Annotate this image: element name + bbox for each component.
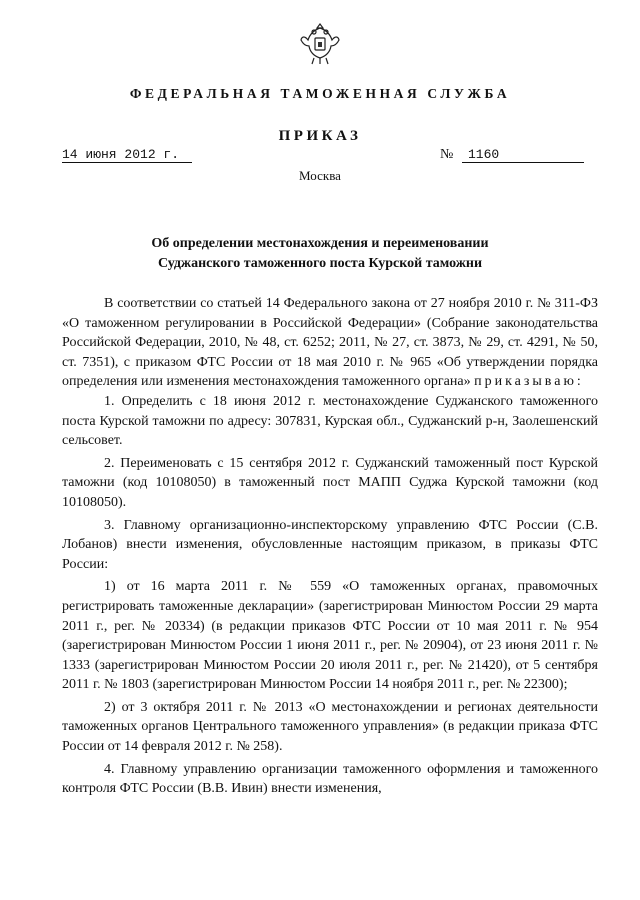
order-date: 14 июня 2012 г. [62,148,192,163]
heading-line-2: Суджанского таможенного поста Курской таможни [157,256,483,271]
order-number: 1160 [462,148,584,163]
coat-of-arms-emblem [300,18,340,66]
paragraph-3-2: 2) от 3 октября 2011 г. № 2013 «О местонахождении и регионах деятельности таможенных органов Центрального таможенного управления» (в редакции приказа ФТС России от 14 февраля 2012 г. № 258). [62,699,598,755]
order-body [62,294,598,799]
paragraph-2: 2. Переименовать с 15 сентября 2012 г. Суджанский таможенный пост Курской таможни (код 10108050) в таможенный пост МАПП Суджа Курской таможни (код 10108050). [62,455,598,510]
preamble-paragraph [62,294,598,392]
agency-name: ФЕДЕРАЛЬНАЯ ТАМОЖЕННАЯ СЛУЖБА [129,86,511,101]
paragraph-3-1: 1) от 16 марта 2011 г. № 559 «О таможенных органах, правомочных регистрировать таможенные декларации» (зарегистрирован Минюстом России 29 марта 2011 г., рег. № 20334) (в редакции приказов ФТС России от 10 мая 2011 г. № 954 (зарегистрирован Минюстом России 1 июня 2011 г., рег. № 20904), от 23 июня 2011 г. № 1333 (зарегистрирован Минюстом России 20 июля 2011 г., рег. № 21420), от 5 сентября 2011 г. № 1803 (зарегистрирован Минюстом России 14 ноября 2011 г., рег. № 22300); [62,579,598,693]
preamble-text: В соответствии со статьей 14 Федерального закона от 27 ноября 2010 г. № 311-ФЗ «О таможенном регулировании в Российской Федерации» (Собрание законодательства Российской Федерации, 2010, № 48, ст. 6252; 2011, № 27, ст. 3873, № 29, ст. 4291, № 50, ст. 7351), с приказом ФТС России от 18 мая 2010 г. № 965 «Об утверждении порядка определения или изменения местонахождения таможенного органа» [62,296,598,390]
order-word: приказываю: [474,374,584,390]
order-heading [90,234,550,274]
paragraph-3: 3. Главному организационно-инспекторскому управлению ФТС России (С.В. Лобанов) внести изменения, обусловленные настоящим приказом, в приказы ФТС России: [62,517,598,572]
paragraph-4: 4. Главному управлению организации таможенного оформления и таможенного контроля ФТС России (В.В. Ивин) внести изменения, [62,761,598,797]
document-type-title: ПРИКАЗ [278,128,362,144]
city: Москва [299,168,341,183]
paragraph-1: 1. Определить с 18 июня 2012 г. местонахождение Суджанского таможенного поста Курской таможни по адресу: 307831, Курская обл., Суджанский р-н, Заолешенский сельсовет. [62,393,598,449]
number-sign: № [440,147,454,162]
heading-line-1: Об определении местонахождения и переименовании [151,236,489,251]
